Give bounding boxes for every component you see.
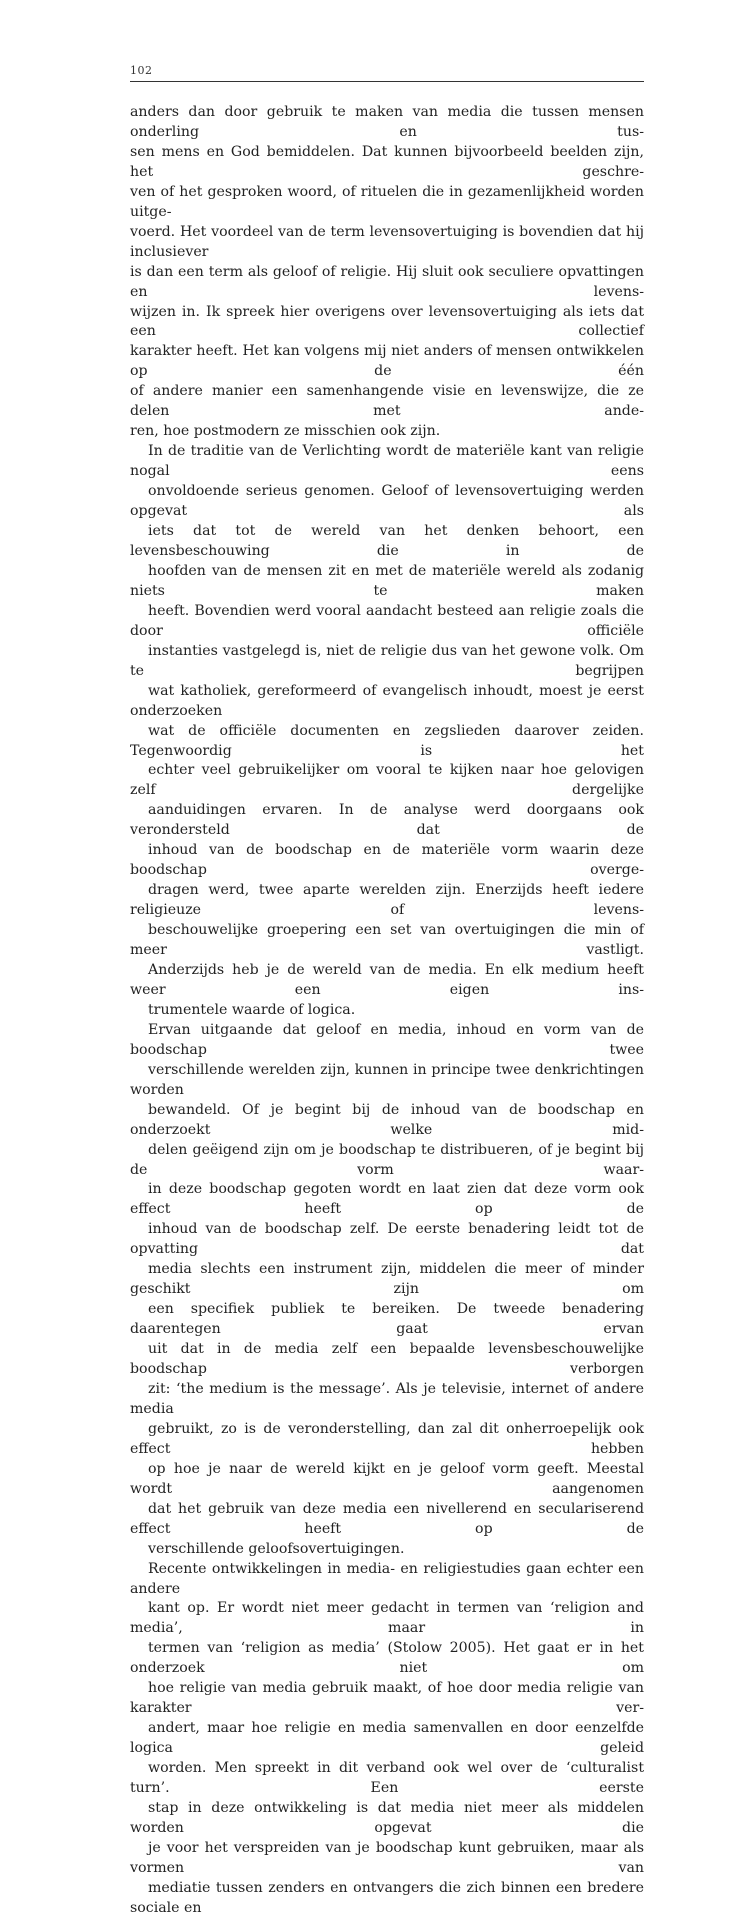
text-line: Ervan uitgaande dat geloof en media, inhoud en vorm van de boodschap twee [130,1021,644,1058]
text-line: verschillende geloofsovertuigingen. [148,1540,405,1557]
text-line: een specifiek publiek te bereiken. De tweede benadering daarentegen gaat ervan [130,1301,644,1338]
text-line: instanties vastgelegd is, niet de religie dus van het gewone volk. Om te begrijpen [130,642,644,679]
text-line: ven of het gesproken woord, of rituelen die in gezamenlijkheid worden uitge- [130,183,644,220]
text-line: dat het gebruik van deze media een nivellerend en seculariserend effect heeft op de [130,1500,644,1537]
page-number: 102 [130,64,153,77]
text-line: wat de officiële documenten en zegslieden daarover zeiden. Tegenwoordig is het [130,722,644,759]
body-text [130,103,644,1919]
text-line: is dan een term als geloof of religie. Hij sluit ook seculiere opvattingen en levens- [130,263,644,300]
text-line: worden. Men spreekt in dit verband ook wel over de ‘culturalist turn’. Een eerste [130,1760,644,1797]
text-line: Anderzijds heb je de wereld van de media. En elk medium heeft weer een eigen ins- [130,961,644,998]
text-line: Recente ontwikkelingen in media- en religiestudies gaan echter een andere [130,1560,644,1597]
text-line: gebruikt, zo is de veronderstelling, dan zal dit onherroepelijk ook effect hebben [130,1420,644,1457]
text-line: heeft. Bovendien werd vooral aandacht besteed aan religie zoals die door officiële [130,602,644,639]
text-line: of andere manier een samenhangende visie en levenswijze, die ze delen met ande- [130,383,644,420]
text-line: delen geëigend zijn om je boodschap te distribueren, of je begint bij de vorm waar- [130,1141,644,1178]
paragraph [130,103,644,442]
text-line: sen mens en God bemiddelen. Dat kunnen bijvoorbeeld beelden zijn, het geschre- [130,143,644,180]
text-line: uit dat in de media zelf een bepaalde levensbeschouwelijke boodschap verborgen [130,1341,644,1378]
text-line: echter veel gebruikelijker om vooral te kijken naar hoe gelovigen zelf dergelijke [130,762,644,799]
text-line: hoofden van de mensen zit en met de materiële wereld als zodanig niets te maken [130,562,644,599]
text-line: In de traditie van de Verlichting wordt de materiële kant van religie nogal eens [130,443,644,480]
text-line: wat katholiek, gereformeerd of evangelisch inhoudt, moest je eerst onderzoeken [130,682,644,719]
paragraph [130,1560,644,1919]
text-line: wijzen in. Ik spreek hier overigens over levensovertuiging als iets dat een collectief [130,303,644,340]
text-line: trumentele waarde of logica. [148,1001,356,1018]
text-line: je voor het verspreiden van je boodschap kunt gebruiken, maar als vormen van [130,1839,644,1876]
paragraph [130,1021,644,1560]
text-line: inhoud van de boodschap zelf. De eerste benadering leidt tot de opvatting dat [130,1221,644,1258]
text-line: media slechts een instrument zijn, middelen die meer of minder geschikt zijn om [130,1261,644,1298]
text-line: onvoldoende serieus genomen. Geloof of levensovertuiging werden opgevat als [130,483,644,520]
text-line: aanduidingen ervaren. In de analyse werd doorgaans ook verondersteld dat de [130,802,644,839]
text-line: dragen werd, twee aparte werelden zijn. Enerzijds heeft iedere religieuze of levens- [130,882,644,919]
text-line: in deze boodschap gegoten wordt en laat zien dat deze vorm ook effect heeft op de [130,1181,644,1218]
text-line: verschillende werelden zijn, kunnen in principe twee denkrichtingen worden [130,1061,644,1098]
text-line: hoe religie van media gebruik maakt, of hoe door media religie van karakter ver- [130,1680,644,1717]
text-line: iets dat tot de wereld van het denken behoort, een levensbeschouwing die in de [130,523,644,559]
text-line: bewandeld. Of je begint bij de inhoud van de boodschap en onderzoekt welke mid- [130,1101,644,1138]
paragraph [130,442,644,1021]
text-line: termen van ‘religion as media’ (Stolow 2005). Het gaat er in het onderzoek niet om [130,1640,644,1677]
header-rule [130,81,644,82]
text-line: karakter heeft. Het kan volgens mij niet anders of mensen ontwikkelen op de één [130,343,644,380]
text-line: zit: ‘the medium is the message’. Als je televisie, internet of andere media [130,1381,644,1417]
text-line: op hoe je naar de wereld kijkt en je geloof vorm geeft. Meestal wordt aangenomen [130,1460,644,1497]
text-line: beschouwelijke groepering een set van overtuigingen die min of meer vastligt. [130,922,644,959]
text-line: mediatie tussen zenders en ontvangers die zich binnen een bredere sociale en [130,1879,644,1916]
text-line: inhoud van de boodschap en de materiële vorm waarin deze boodschap overge- [130,842,644,879]
text-line: stap in deze ontwikkeling is dat media niet meer als middelen worden opgevat die [130,1800,644,1836]
text-line: anders dan door gebruik te maken van media die tussen mensen onderling en tus- [130,104,644,140]
text-line: voerd. Het voordeel van de term levensovertuiging is bovendien dat hij inclusiever [130,223,644,260]
text-line: ren, hoe postmodern ze misschien ook zijn. [130,423,441,440]
text-line: kant op. Er wordt niet meer gedacht in termen van ‘religion and media’, maar in [130,1600,644,1637]
text-line: andert, maar hoe religie en media samenvallen en door eenzelfde logica geleid [130,1720,644,1757]
